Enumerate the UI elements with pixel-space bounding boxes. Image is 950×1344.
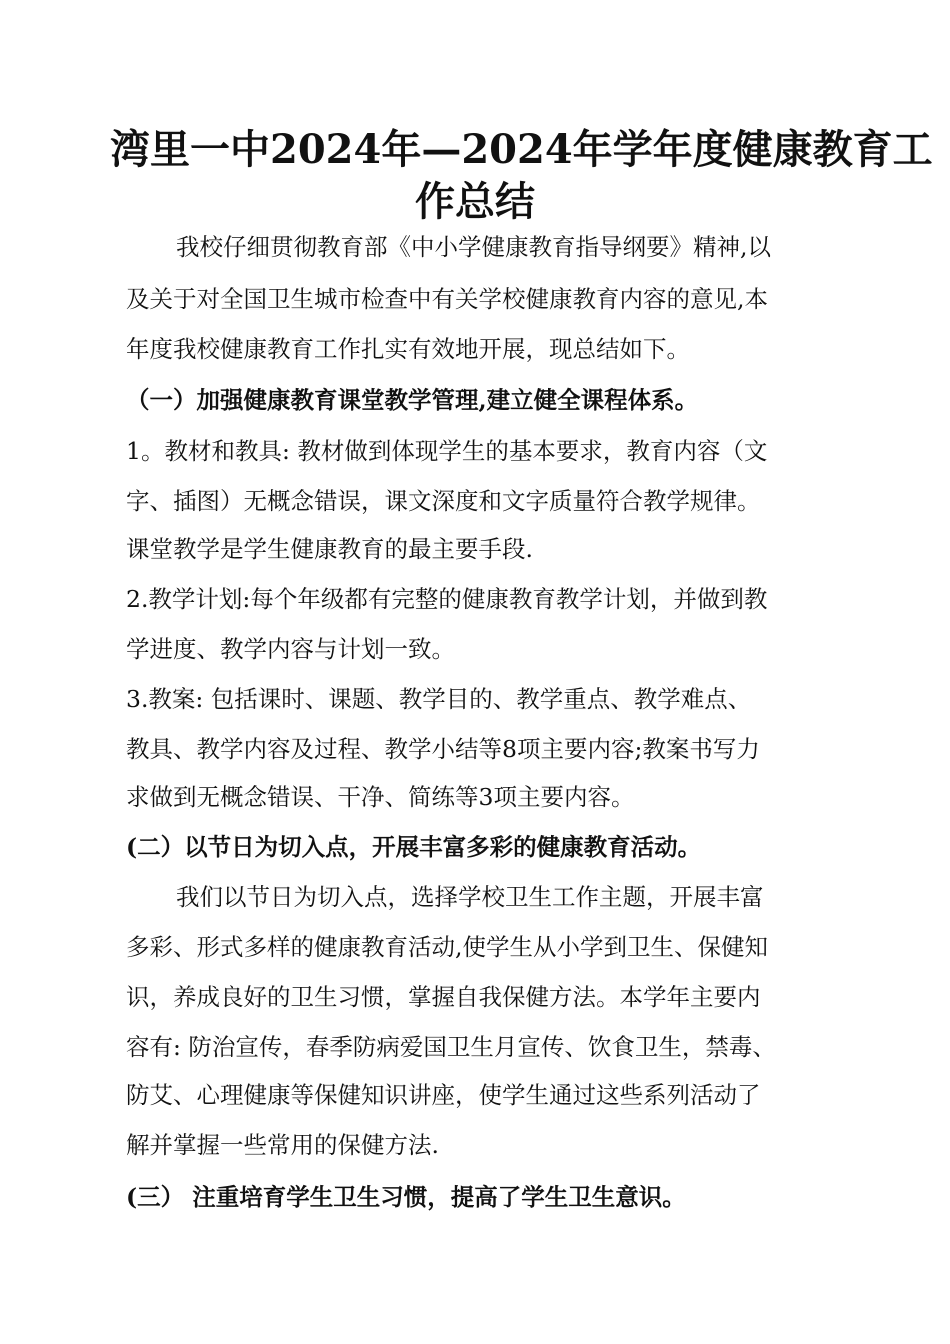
section-1-line-5: 学进度、教学内容与计划一致。 <box>126 635 455 663</box>
intro-line-3: 年度我校健康教育工作扎实有效地开展，现总结如下。 <box>126 335 690 363</box>
section-1-line-1: 1。教材和教具: 教材做到体现学生的基本要求，教育内容（文 <box>126 437 768 465</box>
section-2-line-6: 解并掌握一些常用的保健方法. <box>126 1131 439 1159</box>
section-2-line-5: 防艾、心理健康等保健知识讲座，使学生通过这些系列活动了 <box>126 1081 761 1109</box>
section-1-line-8: 求做到无概念错误、干净、简练等3项主要内容。 <box>126 783 635 811</box>
section-2-heading: (二）以节日为切入点，开展丰富多彩的健康教育活动。 <box>126 833 702 861</box>
section-1-line-7: 教具、教学内容及过程、教学小结等8项主要内容;教案书写力 <box>126 735 760 763</box>
document-title-line-2: 作总结 <box>415 178 535 225</box>
section-1-line-2: 字、插图）无概念错误，课文深度和文字质量符合教学规律。 <box>126 487 761 515</box>
document-title-line-1: 湾里一中2024年—2024年学年度健康教育工 <box>110 126 933 173</box>
intro-line-2: 及关于对全国卫生城市检查中有关学校健康教育内容的意见,本 <box>126 285 768 313</box>
intro-line-1: 我校仔细贯彻教育部《中小学健康教育指导纲要》精神,以 <box>176 233 771 261</box>
section-2-line-4: 容有: 防治宣传，春季防病爱国卫生月宣传、饮食卫生，禁毒、 <box>126 1033 776 1061</box>
section-1-heading: （一）加强健康教育课堂教学管理,建立健全课程体系。 <box>126 386 699 414</box>
section-2-line-1: 我们以节日为切入点，选择学校卫生工作主题，开展丰富 <box>176 883 764 911</box>
section-3-heading: (三） 注重培育学生卫生习惯，提高了学生卫生意识。 <box>126 1183 686 1211</box>
section-2-line-3: 识，养成良好的卫生习惯，掌握自我保健方法。本学年主要内 <box>126 983 761 1011</box>
section-1-line-4: 2.教学计划:每个年级都有完整的健康教育教学计划，并做到教 <box>126 585 768 613</box>
section-1-line-6: 3.教案: 包括课时、课题、教学目的、教学重点、教学难点、 <box>126 685 752 713</box>
section-2-line-2: 多彩、形式多样的健康教育活动,使学生从小学到卫生、保健知 <box>126 933 768 961</box>
section-1-line-3: 课堂教学是学生健康教育的最主要手段. <box>126 535 533 563</box>
